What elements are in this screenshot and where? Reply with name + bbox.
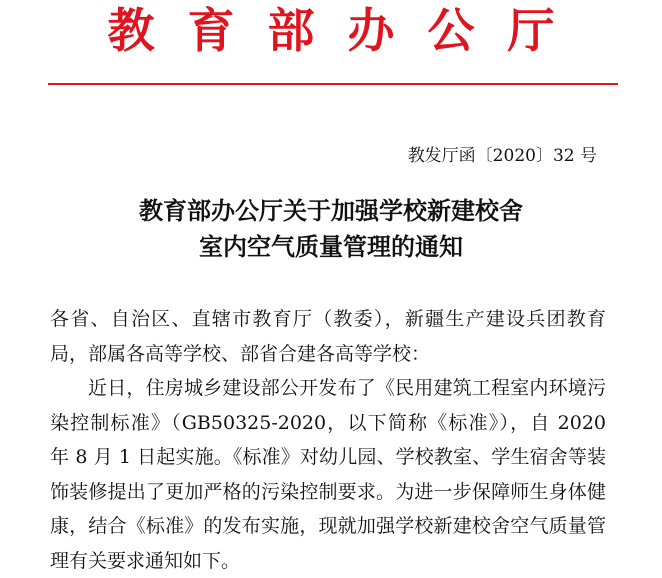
header-red-rule bbox=[48, 83, 618, 85]
document-body bbox=[50, 302, 606, 578]
document-number: 教发厅函〔2020〕32 号 bbox=[407, 146, 597, 166]
addressee-paragraph: 各省、自治区、直辖市教育厅（教委），新疆生产建设兵团教育局，部属各高等学校、部省合建各高等学校： bbox=[50, 308, 606, 365]
document-title-line-2: 室内空气质量管理的通知 bbox=[199, 232, 463, 261]
body-paragraph-1: 近日，住房城乡建设部公开发布了《民用建筑工程室内环境污染控制标准》（GB50325-2020，以下简称《标准》），自 2020 年 8 月 1 日起实施。《标准》对幼儿园、学校教室、学生宿舍等装饰装修提出了更加严格的污染控制要求。为进一步保障师生身体健康，结合《标准》的发布实施，现就加强学校新建校舍空气质量管理有关要求通知如下。 bbox=[50, 377, 606, 572]
document-title-line-1: 教育部办公厅关于加强学校新建校舍 bbox=[139, 196, 523, 225]
office-header: 教育部办公厅 bbox=[107, 4, 588, 59]
